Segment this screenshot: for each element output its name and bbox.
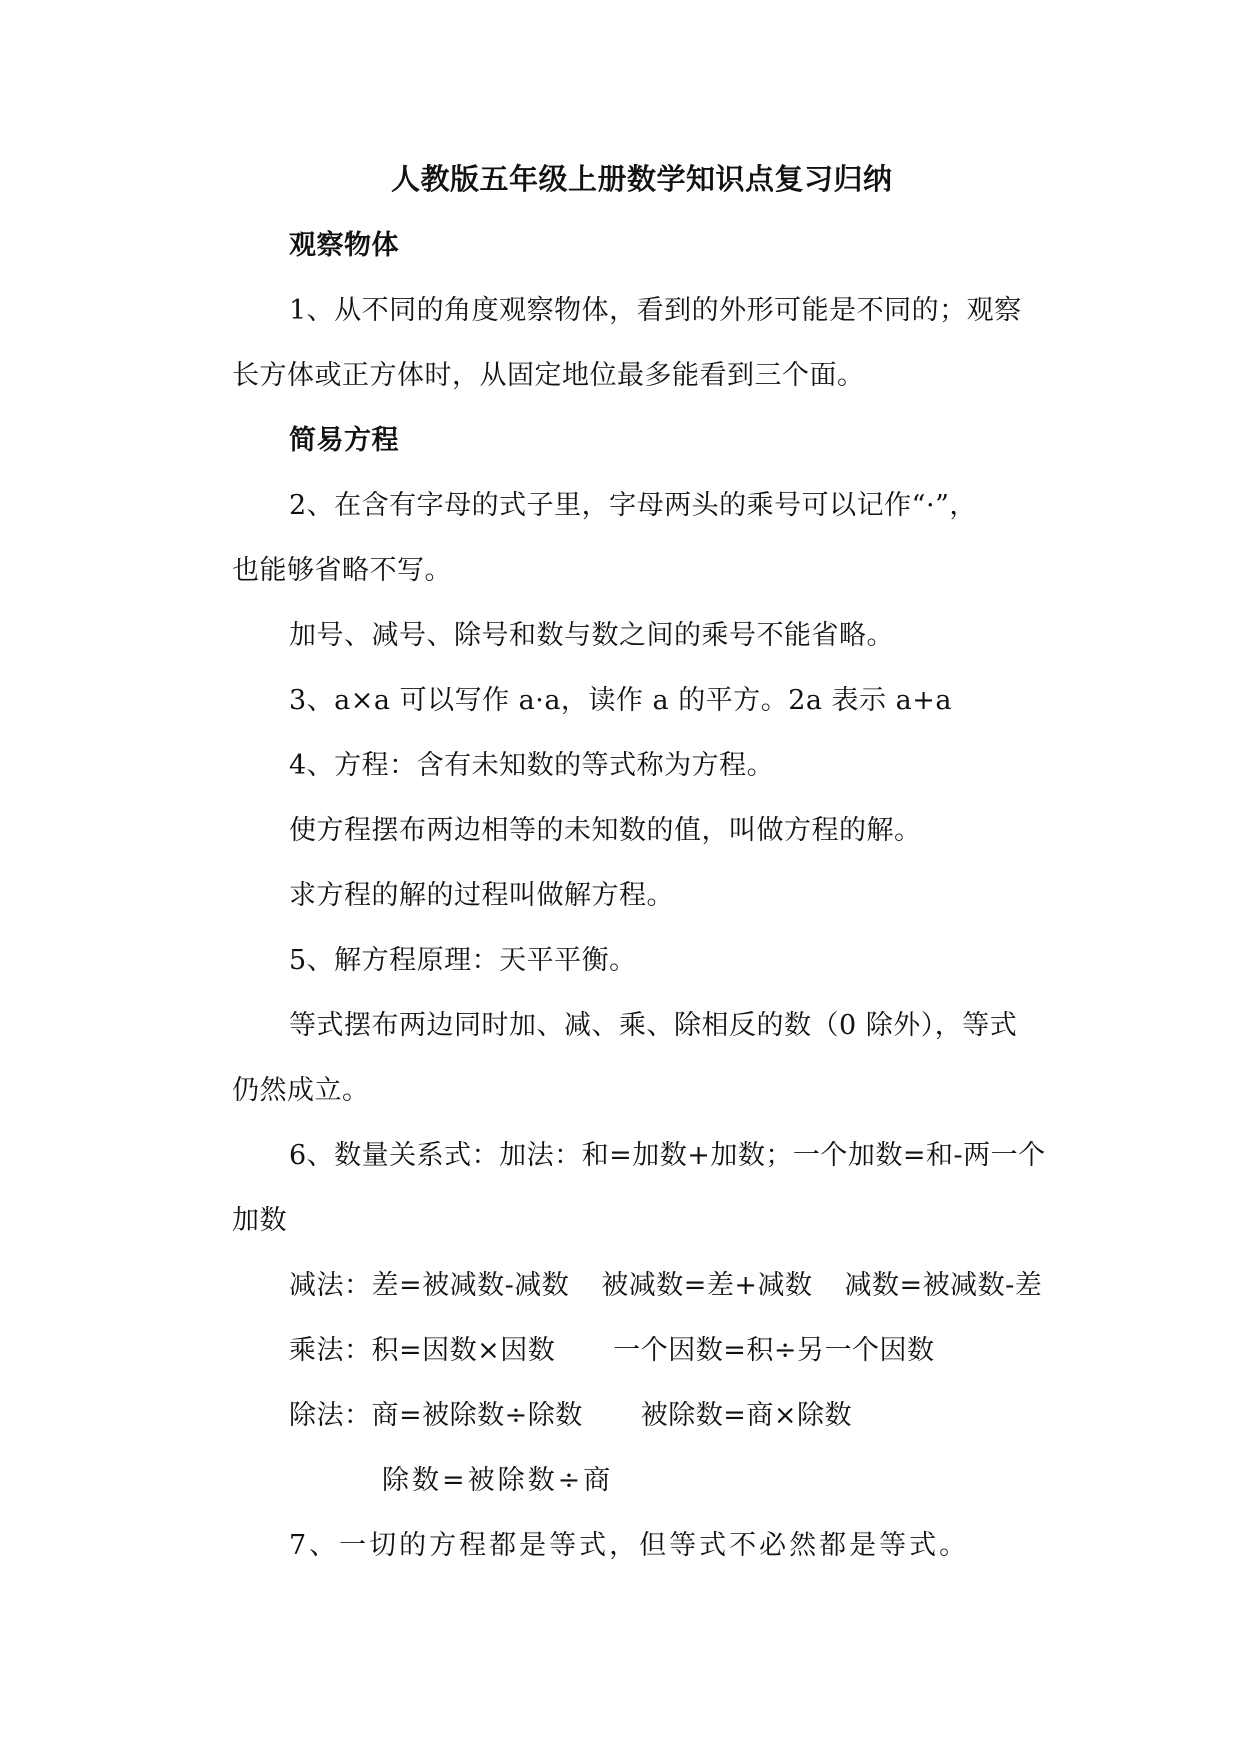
paragraph-line: 5、解方程原理：天平平衡。 [289, 945, 637, 976]
paragraph-line: 也能够省略不写。 [232, 555, 452, 586]
paragraph-line: 加数 [232, 1205, 287, 1236]
formula-division [289, 1396, 852, 1436]
page-title: 人教版五年级上册数学知识点复习归纳 [391, 162, 893, 196]
formula-item: 减数=被减数-差 [844, 1270, 1043, 1301]
formula-item: 乘法：积=因数×因数 [289, 1335, 556, 1366]
paragraph-line: 长方体或正方体时，从固定地位最多能看到三个面。 [232, 360, 865, 391]
formula-item: 被减数=差+减数 [601, 1270, 813, 1301]
paragraph-line: 使方程摆布两边相等的未知数的值，叫做方程的解。 [289, 815, 922, 846]
paragraph-line: 加号、减号、除号和数与数之间的乘号不能省略。 [289, 620, 894, 651]
formula-item: 被除数=商×除数 [640, 1400, 852, 1431]
paragraph-line: 等式摆布两边同时加、减、乘、除相反的数（0 除外），等式 [289, 1010, 1018, 1041]
paragraph-line: 仍然成立。 [232, 1075, 370, 1106]
formula-item: 除法：商=被除数÷除数 [289, 1400, 583, 1431]
formula-division-extra: 除数=被除数÷商 [382, 1465, 614, 1496]
paragraph-line: 求方程的解的过程叫做解方程。 [289, 880, 674, 911]
paragraph-closing: 7、一切的方程都是等式，但等式不必然都是等式。 [289, 1530, 970, 1561]
section-heading-equation: 简易方程 [289, 425, 399, 456]
paragraph-line: 6、数量关系式：加法：和=加数+加数；一个加数=和-两一个 [289, 1140, 1046, 1171]
section-heading-observe: 观察物体 [289, 230, 399, 261]
paragraph-line: 2、在含有字母的式子里，字母两头的乘号可以记作“·”， [289, 490, 977, 521]
paragraph-line: 3、a×a 可以写作 a·a，读作 a 的平方。2a 表示 a+a [289, 685, 952, 716]
paragraph-line: 1、从不同的角度观察物体，看到的外形可能是不同的；观察 [289, 295, 1022, 326]
formula-multiplication [289, 1331, 935, 1371]
formula-subtraction [289, 1266, 1042, 1306]
formula-item: 一个因数=积÷另一个因数 [613, 1335, 935, 1366]
formula-item: 减法：差=被减数-减数 [289, 1270, 570, 1301]
paragraph-line: 4、方程：含有未知数的等式称为方程。 [289, 750, 775, 781]
